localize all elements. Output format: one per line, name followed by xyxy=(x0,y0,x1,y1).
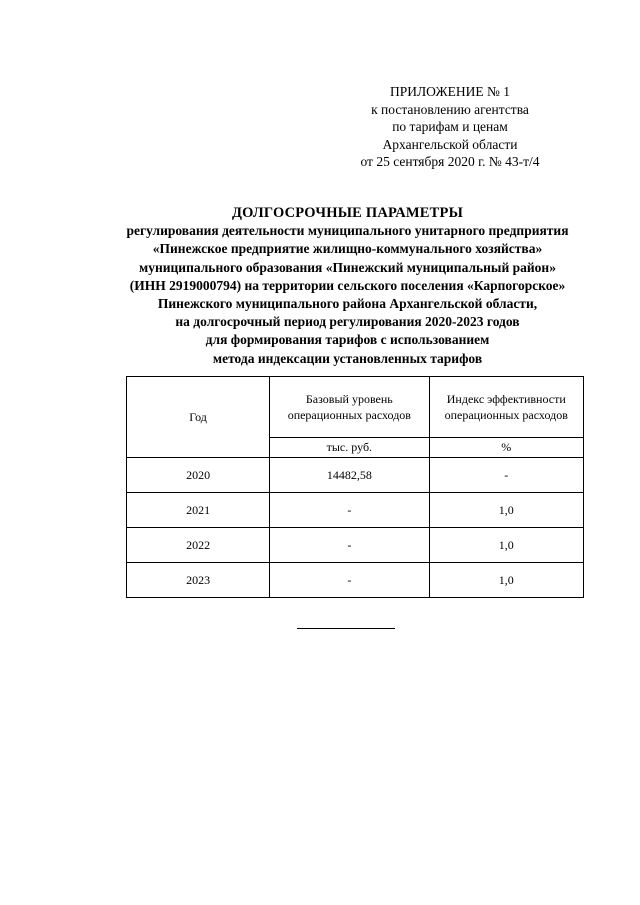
cell-index: 1,0 xyxy=(429,563,583,598)
cell-base: - xyxy=(270,563,429,598)
title-line: на долгосрочный период регулирования 2020-2023 годов xyxy=(175,314,520,330)
header-base-level xyxy=(270,377,429,438)
title-line: (ИНН 2919000794) на территории сельского поселения «Карпогорское» xyxy=(129,277,566,293)
cell-base: - xyxy=(270,528,429,563)
header-base-line2: операционных расходов xyxy=(287,408,411,422)
table-row xyxy=(127,563,584,598)
appendix-number: ПРИЛОЖЕНИЕ № 1 xyxy=(389,84,511,99)
appendix-header xyxy=(340,83,560,171)
table-header-row xyxy=(127,377,584,438)
unit-index: % xyxy=(429,438,583,458)
cell-index: 1,0 xyxy=(429,528,583,563)
appendix-resolution: к постановлению агентства xyxy=(371,101,529,117)
closing-divider xyxy=(297,628,395,629)
title-line: для формирования тарифов с использованием xyxy=(205,332,490,348)
cell-year: 2021 xyxy=(127,493,270,528)
cell-base: - xyxy=(270,493,429,528)
title-line: Пинежского муниципального района Архангельской области, xyxy=(157,296,538,312)
table-row xyxy=(127,458,584,493)
header-index-line1: Индекс эффективности xyxy=(446,392,566,406)
header-efficiency-index xyxy=(429,377,583,438)
title-line: муниципального образования «Пинежский муниципальный район» xyxy=(139,259,556,275)
table-row xyxy=(127,528,584,563)
title-line: метода индексации установленных тарифов xyxy=(212,350,483,366)
unit-base: тыс. руб. xyxy=(270,438,429,458)
header-year: Год xyxy=(127,377,270,458)
cell-year: 2022 xyxy=(127,528,270,563)
page-title: ДОЛГОСРОЧНЫЕ ПАРАМЕТРЫ xyxy=(231,205,464,221)
cell-index: - xyxy=(429,458,583,493)
header-index-line2: операционных расходов xyxy=(444,408,568,422)
cell-base: 14482,58 xyxy=(270,458,429,493)
appendix-date: от 25 сентября 2020 г. № 43-т/4 xyxy=(360,154,540,169)
cell-index: 1,0 xyxy=(429,493,583,528)
cell-year: 2020 xyxy=(127,458,270,493)
appendix-region: Архангельской области xyxy=(382,136,518,152)
parameters-table xyxy=(126,376,584,598)
title-line: регулирования деятельности муниципального унитарного предприятия xyxy=(126,223,569,239)
title-line: «Пинежское предприятие жилищно-коммунального хозяйства» xyxy=(152,241,543,257)
header-base-line1: Базовый уровень xyxy=(305,392,393,406)
appendix-agency: по тарифам и ценам xyxy=(392,119,508,134)
document-title xyxy=(80,204,615,368)
cell-year: 2023 xyxy=(127,563,270,598)
table-row xyxy=(127,493,584,528)
